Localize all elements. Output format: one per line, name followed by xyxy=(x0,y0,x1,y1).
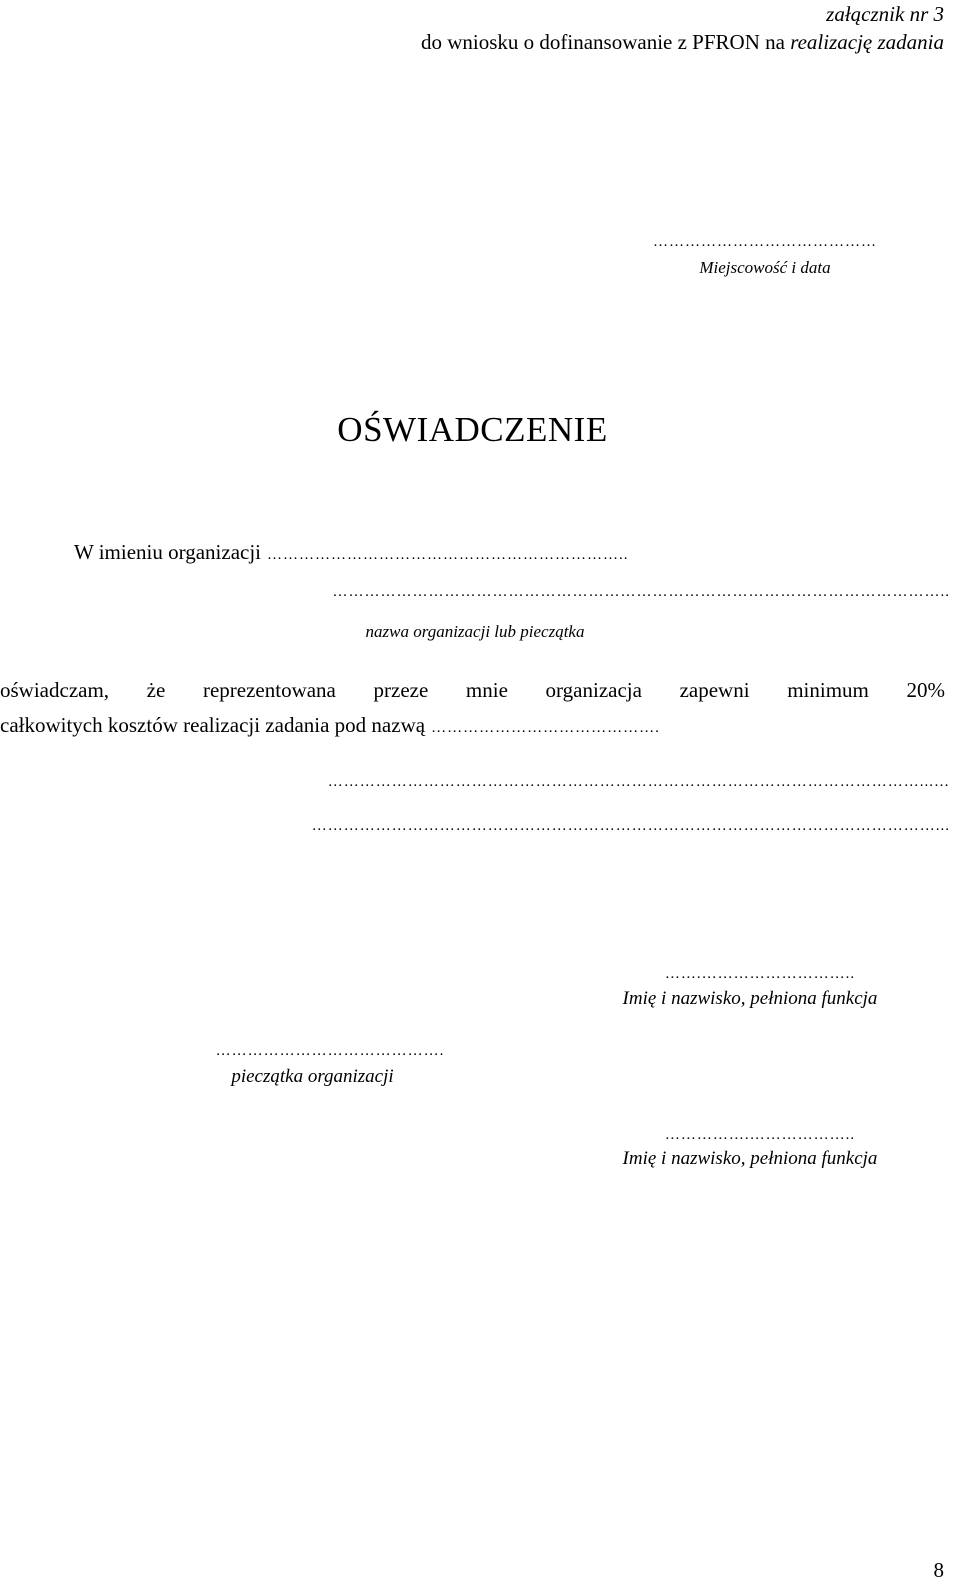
statement-line-2: całkowitych kosztów realizacji zadania pod nazwą xyxy=(0,713,426,737)
organization-line xyxy=(74,540,629,565)
task-name-field: ……………………………………. xyxy=(431,720,660,736)
document-title: OŚWIADCZENIE xyxy=(337,410,608,449)
organization-field: ………………………………………………………….. xyxy=(267,547,629,563)
task-name-field-continued-2: ………………………………………………………………………………………………………... xyxy=(311,818,950,834)
signature-2-label: Imię i nazwisko, pełniona funkcja xyxy=(622,1148,878,1169)
signature-1-label: Imię i nazwisko, pełniona funkcja xyxy=(622,988,878,1009)
organization-field-continued: …………………………………………………………………………………………………….. xyxy=(332,584,950,600)
stamp-field: ……………………………………. xyxy=(215,1043,445,1059)
statement-paragraph xyxy=(0,673,945,746)
request-reference-italic: realizację zadania xyxy=(790,30,944,54)
statement-line-2-wrapper xyxy=(0,708,945,746)
signature-2-field: …………….……………….. xyxy=(664,1127,856,1143)
page-number: 8 xyxy=(933,1558,944,1582)
task-name-field-continued-1: …………………………………………………………………………………………………...… xyxy=(327,774,950,790)
organization-intro: W imieniu organizacji xyxy=(74,540,262,564)
place-date-field: …………………………………… xyxy=(653,234,877,250)
statement-line-1: oświadczam, że reprezentowana przeze mnie organizacja zapewni minimum 20% xyxy=(0,678,945,702)
place-date-label: Miejscowość i data xyxy=(699,258,831,277)
request-reference-normal: do wniosku o dofinansowanie z PFRON na xyxy=(420,30,785,54)
stamp-label: pieczątka organizacji xyxy=(231,1066,394,1087)
organization-field-label: nazwa organizacji lub pieczątka xyxy=(365,622,585,641)
attachment-label: załącznik nr 3 xyxy=(826,2,944,26)
signature-1-field: …….……………………….. xyxy=(664,966,856,982)
request-reference xyxy=(421,30,944,55)
